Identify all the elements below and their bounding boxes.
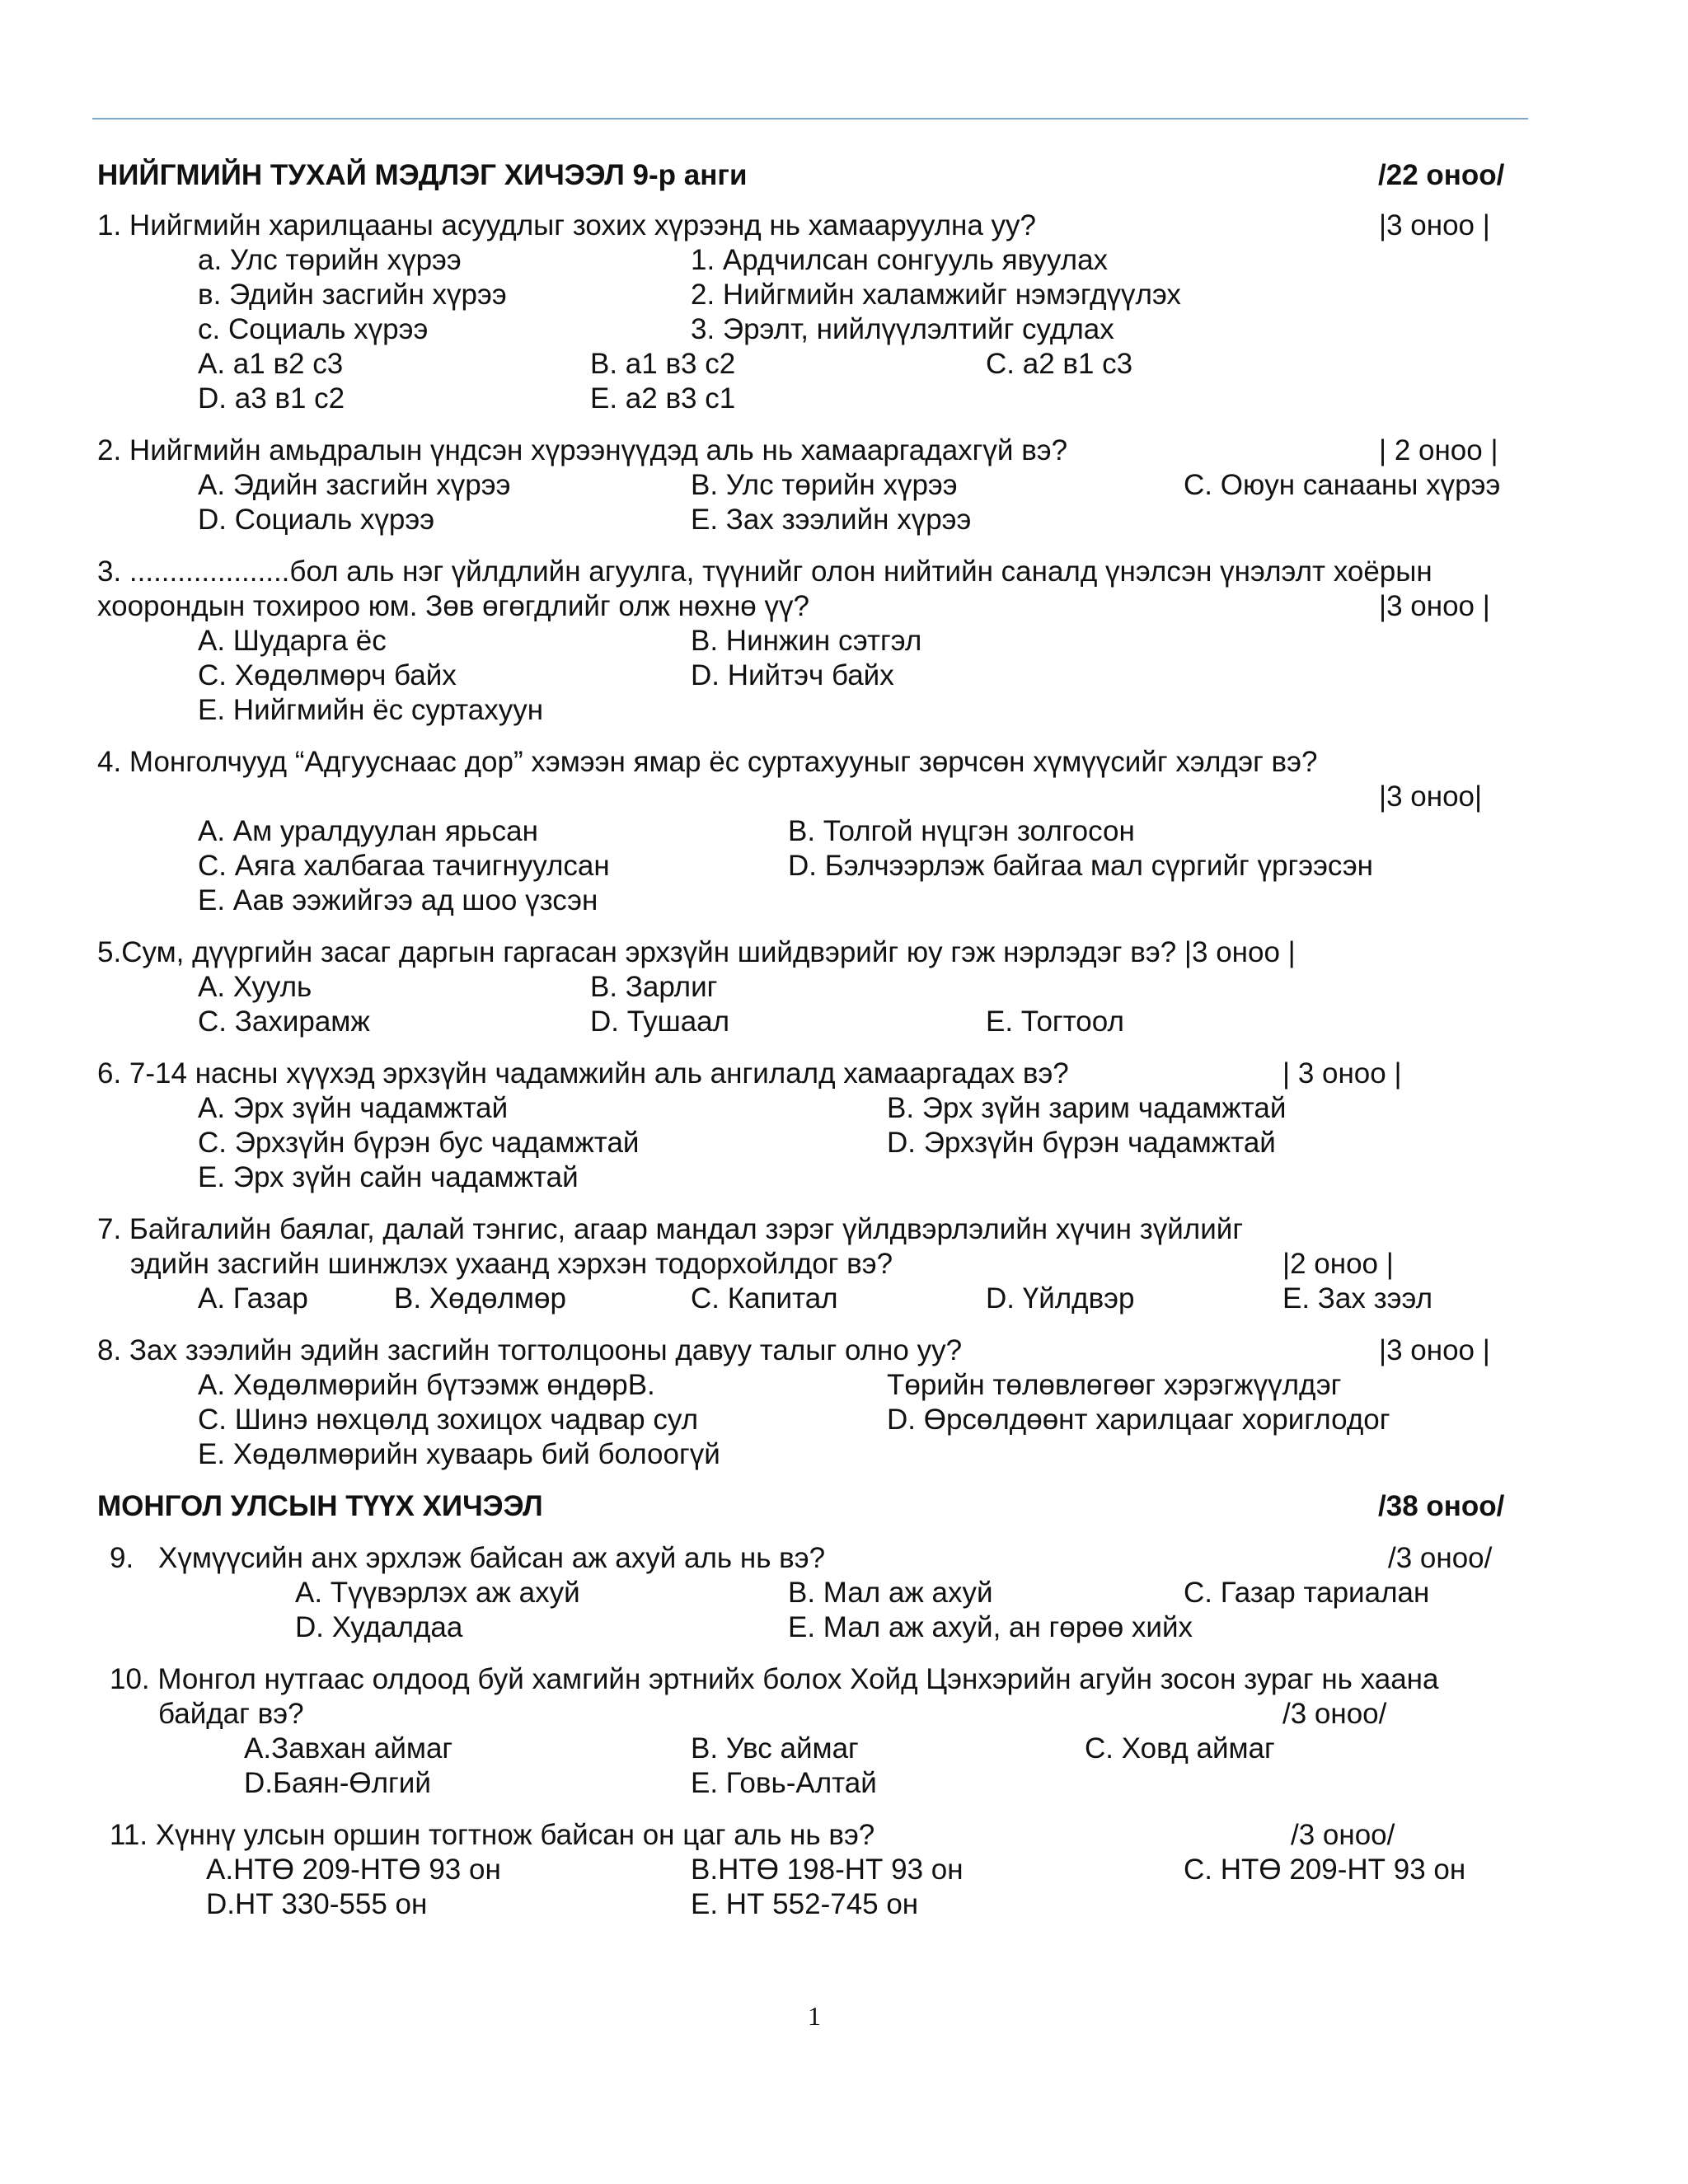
section-points: /22 оноо/ [1378, 159, 1505, 191]
answer-option: B. Толгой нүцгэн золгосон [788, 815, 1135, 847]
match-left-item: a. Улс төрийн хүрээ [198, 244, 462, 276]
answer-option: D.Баян-Өлгий [244, 1767, 431, 1799]
answer-option: C. Шинэ нөхцөлд зохицох чадвар сул [198, 1404, 698, 1436]
header-rule [92, 118, 1528, 120]
answer-option: E. НТ 552-745 он [691, 1888, 919, 1920]
answer-option: D. Тушаал [590, 1005, 730, 1038]
answer-option: C. a2 в1 c3 [986, 348, 1133, 380]
answer-option: E. Эрх зүйн сайн чадамжтай [198, 1161, 579, 1193]
answer-option: B. Зарлиг [590, 971, 718, 1003]
question-8: 8. Зах зээлийн эдийн засгийн тогтолцооны давуу талыг олно уу? [97, 1334, 963, 1366]
match-left-item: c. Социаль хүрээ [198, 313, 429, 345]
answer-option: D. Нийтэч байх [691, 659, 894, 691]
answer-option: C. Захирамж [198, 1005, 370, 1038]
answer-option: A. Хөдөлмөрийн бүтээмж өндөрB. [198, 1369, 655, 1401]
question-5: 5.Сум, дүүргийн засаг даргын гаргасан эрхзүйн шийдвэрийг юу гэж нэрлэдэг вэ? |3 оноо | [97, 936, 1296, 968]
question-6: 6. 7-14 насны хүүхэд эрхзүйн чадамжийн аль ангилалд хамааргадах вэ? [97, 1057, 1069, 1090]
question-points: |3 оноо | [1379, 1334, 1490, 1366]
question-points: | 3 оноо | [1282, 1057, 1402, 1090]
answer-option: A. a1 в2 c3 [198, 348, 344, 380]
answer-option: E. Мал аж ахуй, ан гөрөө хийх [788, 1611, 1193, 1643]
match-right-item: 3. Эрэлт, нийлүүлэлтийг судлах [691, 313, 1114, 345]
answer-option: E. Хөдөлмөрийн хуваарь бий болоогүй [198, 1438, 720, 1470]
answer-option: C. Капитал [691, 1282, 838, 1315]
answer-option: C. НТӨ 209-НТ 93 он [1184, 1854, 1466, 1886]
answer-option: C. Хөдөлмөрч байх [198, 659, 457, 691]
answer-option: E. Аав ээжийгээ ад шоо үзсэн [198, 884, 598, 916]
question-number: 9. [110, 1542, 134, 1574]
answer-option: D. a3 в1 c2 [198, 382, 345, 415]
question-4: 4. Монголчууд “Адгууснаас дор” хэмээн ямар ёс суртахууныг зөрчсөн хүмүүсийг хэлдэг вэ? [97, 746, 1318, 778]
answer-option: A. Эдийн засгийн хүрээ [198, 469, 511, 501]
match-left-item: в. Эдийн засгийн хүрээ [198, 279, 507, 311]
question-3: 3. ....................бол аль нэг үйлдлийн агуулга, түүнийг олон нийтийн саналд үнэлсэн үнэлэлт хоёрын [97, 555, 1432, 588]
answer-option: D. Үйлдвэр [986, 1282, 1135, 1315]
question-points: |3 оноо| [1379, 780, 1483, 813]
question-points: | 2 оноо | [1379, 434, 1498, 466]
answer-option: B. Увс аймаг [691, 1732, 859, 1765]
answer-option: A.НТӨ 209-НТӨ 93 он [206, 1854, 501, 1886]
question-points: |3 оноо | [1379, 590, 1490, 622]
question-7: 7. Байгалийн баялаг, далай тэнгис, агаар мандал зэрэг үйлдвэрлэлийн хүчин зүйлийг [97, 1213, 1244, 1245]
answer-option: B. Улс төрийн хүрээ [691, 469, 958, 501]
question-11: 11. Хүннү улсын оршин тогтнож байсан он цаг аль нь вэ? [110, 1819, 875, 1851]
answer-option: C. Газар тариалан [1184, 1577, 1430, 1609]
answer-option: C. Эрхзүйн бүрэн бус чадамжтай [198, 1127, 640, 1159]
page-number: 1 [808, 2001, 821, 2031]
answer-option: A. Түүвэрлэх аж ахуй [295, 1577, 580, 1609]
answer-option: B. a1 в3 c2 [590, 348, 736, 380]
answer-option: D. Өрсөлдөөнт харилцааг хориглодог [887, 1404, 1390, 1436]
question-points: |3 оноо | [1379, 209, 1490, 241]
answer-option: D. Бэлчээрлэж байгаа мал сүргийг үргээсэн [788, 850, 1374, 882]
answer-option: E. a2 в3 c1 [590, 382, 736, 415]
section-points: /38 оноо/ [1378, 1490, 1505, 1522]
answer-option: E. Нийгмийн ёс суртахуун [198, 694, 544, 726]
answer-option: E. Зах зээл [1282, 1282, 1433, 1315]
answer-option: C. Оюун санааны хүрээ [1184, 469, 1501, 501]
answer-option: D. Эрхзүйн бүрэн чадамжтай [887, 1127, 1276, 1159]
answer-option: C. Ховд аймаг [1085, 1732, 1275, 1765]
question-points: /3 оноо/ [1388, 1542, 1493, 1574]
match-right-item: 1. Ардчилсан сонгууль явуулах [691, 244, 1109, 276]
answer-option: A. Газар [198, 1282, 308, 1315]
answer-option: B. Мал аж ахуй [788, 1577, 993, 1609]
answer-option: A. Хууль [198, 971, 312, 1003]
question-points: /3 оноо/ [1291, 1819, 1395, 1851]
question-3-continued: хоорондын тохироо юм. Зөв өгөгдлийг олж нөхнө үү? [97, 590, 809, 622]
question-7-continued: эдийн засгийн шинжлэх ухаанд хэрхэн тодорхойлдог вэ? [130, 1248, 893, 1280]
answer-option: B.НТӨ 198-НТ 93 он [691, 1854, 964, 1886]
answer-option: D. Худалдаа [295, 1611, 463, 1643]
match-right-item: 2. Нийгмийн халамжийг нэмэгдүүлэх [691, 279, 1181, 311]
section-title: МОНГОЛ УЛСЫН ТҮҮХ ХИЧЭЭЛ [97, 1490, 543, 1522]
answer-option: B. Хөдөлмөр [394, 1282, 566, 1315]
answer-option: A. Эрх зүйн чадамжтай [198, 1092, 509, 1124]
answer-option: E. Тогтоол [986, 1005, 1124, 1038]
question-9: Хүмүүсийн анх эрхлэж байсан аж ахуй аль нь вэ? [158, 1542, 826, 1574]
answer-option: E. Говь-Алтай [691, 1767, 877, 1799]
answer-option: E. Зах зээлийн хүрээ [691, 504, 972, 536]
answer-option: A.Завхан аймаг [244, 1732, 453, 1765]
answer-option: A. Ам уралдуулан ярьсан [198, 815, 538, 847]
answer-option: B. Нинжин сэтгэл [691, 625, 922, 657]
question-points: |2 оноо | [1282, 1248, 1394, 1280]
answer-option: D.НТ 330-555 он [206, 1888, 428, 1920]
question-10-continued: байдаг вэ? [158, 1698, 304, 1730]
answer-option: D. Социаль хүрээ [198, 504, 435, 536]
question-1: 1. Нийгмийн харилцааны асуудлыг зохих хүрээнд нь хамааруулна уу? [97, 209, 1036, 241]
answer-option: Төрийн төлөвлөгөөг хэрэгжүүлдэг [887, 1369, 1342, 1401]
question-10: 10. Монгол нутгаас олдоод буй хамгийн эртнийх болох Хойд Цэнхэрийн агуйн зосон зураг нь хаана [110, 1663, 1439, 1695]
question-2: 2. Нийгмийн амьдралын үндсэн хүрээнүүдэд аль нь хамааргадахгүй вэ? [97, 434, 1068, 466]
answer-option: C. Аяга халбагаа тачигнуулсан [198, 850, 610, 882]
answer-option: A. Шударга ёс [198, 625, 387, 657]
answer-option: B. Эрх зүйн зарим чадамжтай [887, 1092, 1287, 1124]
question-points: /3 оноо/ [1282, 1698, 1387, 1730]
section-title: НИЙГМИЙН ТУХАЙ МЭДЛЭГ ХИЧЭЭЛ 9-р анги [97, 159, 748, 191]
